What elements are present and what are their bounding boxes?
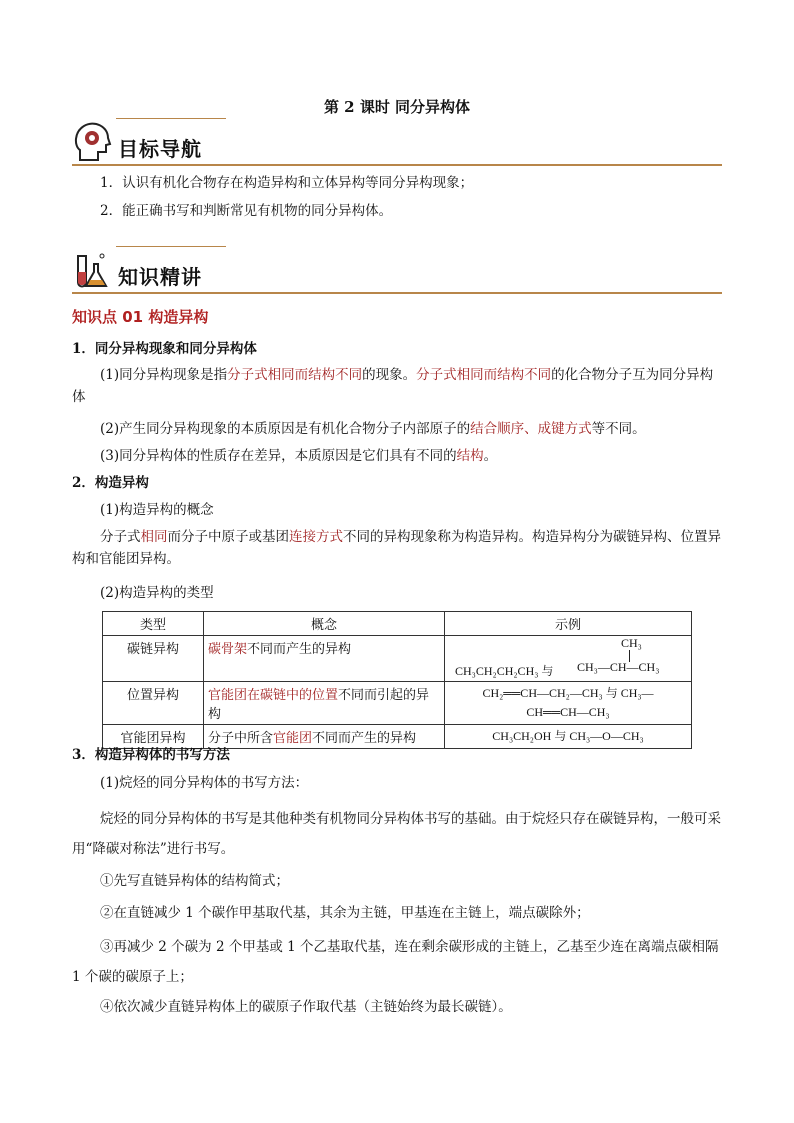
table-cell-type: 位置异构	[103, 682, 204, 725]
table-cell-type: 官能团异构	[103, 725, 204, 749]
section-header-knowledge	[72, 246, 722, 294]
table-cell-concept: 碳骨架不同而产生的异构	[204, 636, 445, 682]
knowledge-point-title: 知识点 01 构造异构	[72, 308, 209, 326]
subheading-2-2: (2)构造异构的类型	[100, 585, 214, 601]
goal-item-2: 2．能正确书写和判断常见有机物的同分异构体。	[100, 203, 393, 219]
table-cell-type: 碳链异构	[103, 636, 204, 682]
paragraph-3-1: 烷烃的同分异构体的书写是其他种类有机物同分异构体书写的基础。由于烷烃只存在碳链异构，一般可采用“降碳对称法”进行书写。	[72, 811, 721, 857]
table-header-cell: 示例	[445, 612, 692, 636]
table-row	[103, 682, 692, 725]
isomer-types-table	[102, 611, 692, 749]
section-title-goal: 目标导航	[118, 137, 202, 161]
heading-2: 2．构造异构	[72, 475, 149, 491]
table-row	[103, 636, 692, 682]
section-title-knowledge: 知识精讲	[118, 265, 202, 289]
table-cell-example: CH₂══CH—CH₂—CH₃ 与 CH₃— CH══CH—CH₃	[445, 682, 692, 725]
section-header-goal	[72, 118, 722, 166]
table-cell-concept: 官能团在碳链中的位置不同而引起的异构	[204, 682, 445, 725]
table-cell-concept: 分子中所含官能团不同而产生的异构	[204, 725, 445, 749]
table-cell-example: CH₃ CH₃CH₂CH₂CH₃ 与 CH₃—CH—CH₃	[445, 636, 692, 682]
step-1: ①先写直链异构体的结构简式；	[100, 873, 289, 889]
subheading-2-1: (1)构造异构的概念	[100, 502, 214, 518]
table-header-cell: 类型	[103, 612, 204, 636]
table-header-row	[103, 612, 692, 636]
goal-item-1: 1．认识有机化合物存在构造异构和立体异构等同分异构现象；	[100, 175, 474, 191]
paragraph-1-2: (2)产生同分异构现象的本质原因是有机化合物分子内部原子的结合顺序、成键方式等不同。	[100, 421, 646, 437]
flask-icon	[72, 248, 112, 292]
heading-3: 3．构造异构体的书写方法	[72, 747, 230, 763]
paragraph-1-1: (1)同分异构现象是指分子式相同而结构不同的现象。分子式相同而结构不同的化合物分子互为同分异构体	[72, 367, 714, 405]
step-4: ④依次减少直链异构体上的碳原子作取代基（主链始终为最长碳链）。	[100, 999, 512, 1015]
page-title: 第 2 课时 同分异构体	[323, 98, 471, 116]
step-3: ③再减少 2 个碳为 2 个甲基或 1 个乙基取代基，连在剩余碳形成的主链上，乙基至少连在离端点碳相隔 1 个碳的碳原子上；	[72, 939, 719, 985]
step-2: ②在直链减少 1 个碳作甲基取代基，其余为主链，甲基连在主链上，端点碳除外；	[100, 905, 590, 921]
table-header-cell: 概念	[204, 612, 445, 636]
paragraph-1-3: (3)同分异构体的性质存在差异，本质原因是它们具有不同的结构。	[100, 448, 498, 464]
subheading-3-1: (1)烷烃的同分异构体的书写方法：	[100, 775, 309, 791]
heading-1: 1．同分异构现象和同分异构体	[72, 341, 257, 357]
paragraph-2-1: 分子式相同而分子中原子或基团连接方式不同的异构现象称为构造异构。构造异构分为碳链异构、位置异构和官能团异构。	[72, 529, 721, 567]
table-cell-example: CH₃CH₂OH 与 CH₃—O—CH₃	[445, 725, 692, 749]
head-brain-icon	[72, 120, 112, 164]
